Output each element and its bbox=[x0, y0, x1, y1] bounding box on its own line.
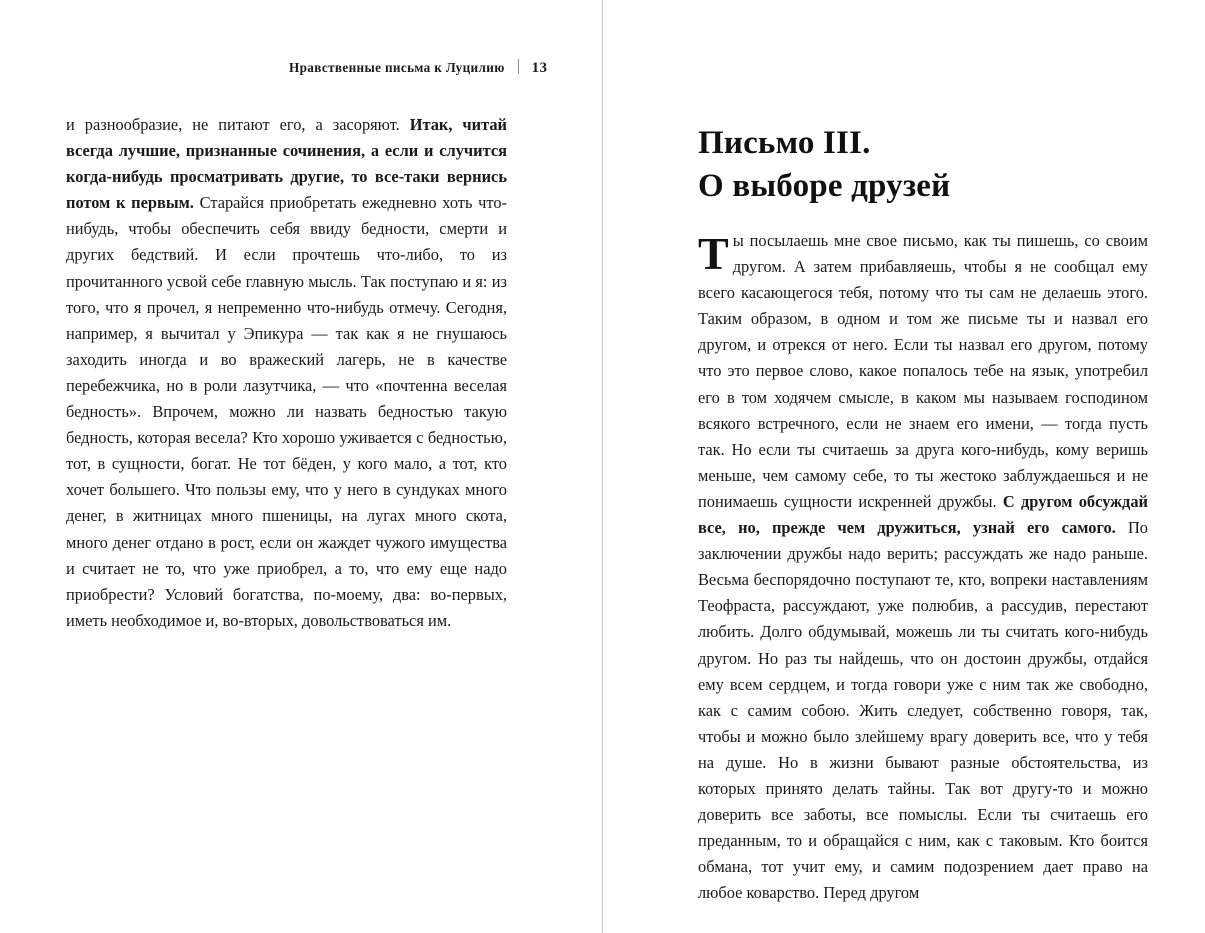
right-page-body bbox=[698, 228, 1148, 906]
chapter-title bbox=[698, 122, 1158, 208]
running-head bbox=[289, 57, 547, 77]
right-page bbox=[602, 0, 1204, 933]
chapter-title-line-1: Письмо III. bbox=[698, 125, 871, 162]
paragraph-emphasis-text: Итак, читай всегда лучшие, признанные сочинения, а если и случится когда-нибудь просматривать другие, то все-таки вернись потом к первым. bbox=[66, 115, 507, 213]
left-page bbox=[0, 0, 602, 933]
page-number: 13 bbox=[531, 60, 548, 76]
paragraph bbox=[698, 228, 1148, 906]
drop-cap: Т bbox=[698, 228, 729, 279]
chapter-title-line-2: О выборе друзей bbox=[698, 168, 951, 205]
left-page-body bbox=[66, 112, 507, 634]
running-head-title: Нравственные письма к Луцилию bbox=[289, 60, 505, 75]
paragraph-rest-text: По заключении дружбы надо верить; рассуждать же надо раньше. Весьма беспорядочно поступают те, кто, вопреки наставлениям Теофраста, рассуждают, уже полюбив, а рассудив, перестают любить. Долго обдумывай, можешь ли ты считать кого-нибудь другом. Но раз ты найдешь, что он достоин дружбы, отдайся ему всем сердцем, и тогда говори уже с ним так же свободно, как с самим собою. Жить следует, собственно говоря, так, чтобы и можно было злейшему врагу доверить все, что у тебя на душе. Но в жизни бывают разные обстоятельства, из которых принято делать тайны. Так вот другу-то и можно доверить все заботы, все помыслы. Если ты считаешь его преданным, то и обращайся с ним, как с таковым. Кто боится обмана, тот учит ему, и самим подозрением дает право на любое коварство. Перед другом bbox=[698, 518, 1148, 903]
paragraph-lead-text: ы посылаешь мне свое письмо, как ты пишешь, со своим другом. А затем прибавляешь, чтобы я не сообщал ему всего касающегося тебя, потому что ты сам не делаешь этого. Таким образом, в одном и том же письме ты и назвал его другом, и отрекся от него. Если ты назвал его другом, потому что это первое слово, какое попалось тебе на язык, употребил его в том ходячем смысле, в каком мы называем господином всякого встречного, если не знаем его имени, — тогда пусть так. Но если ты считаешь за друга кого-нибудь, кому веришь меньше, чем самому себе, то ты жестоко заблуждаешься и не понимаешь сущности искренней дружбы. bbox=[698, 231, 1148, 511]
running-head-rule bbox=[518, 59, 519, 74]
paragraph bbox=[66, 112, 507, 634]
paragraph-emphasis-text: С другом обсуждай все, но, прежде чем дружиться, узнай его самого. bbox=[698, 491, 1148, 538]
paragraph-rest-text: Старайся приобретать ежедневно хоть что-нибудь, чтобы обеспечить себя ввиду бедности, смерти и других бедствий. И если прочтешь что-либо, то из прочитанного усвой себе главную мысль. Так поступаю и я: из того, что я прочел, я непременно что-нибудь отмечу. Сегодня, например, я вычитал у Эпикура — так как я не гнушаюсь заходить иногда и во вражеский лагерь, не в качестве перебежчика, но в роли лазутчика, — что «почтенна веселая бедность». Впрочем, можно ли назвать бедностью такую бедность, которая весела? Кто хорошо уживается с бедностью, тот, в сущности, богат. Не тот бёден, у кого мало, а тот, кто хочет большего. Что пользы ему, что у него в сундуках много денег, в житницах много пшеницы, на лугах много скота, много денег отдано в рост, если он жаждет чужого имущества и считает не то, что уже приобрел, а то, что ему еще надо приобрести? Условий богатства, по-моему, два: во-первых, иметь необходимое и, во-вторых, довольствоваться им. bbox=[66, 193, 507, 630]
paragraph-lead-text: и разнообразие, не питают его, а засоряют. bbox=[66, 115, 410, 134]
